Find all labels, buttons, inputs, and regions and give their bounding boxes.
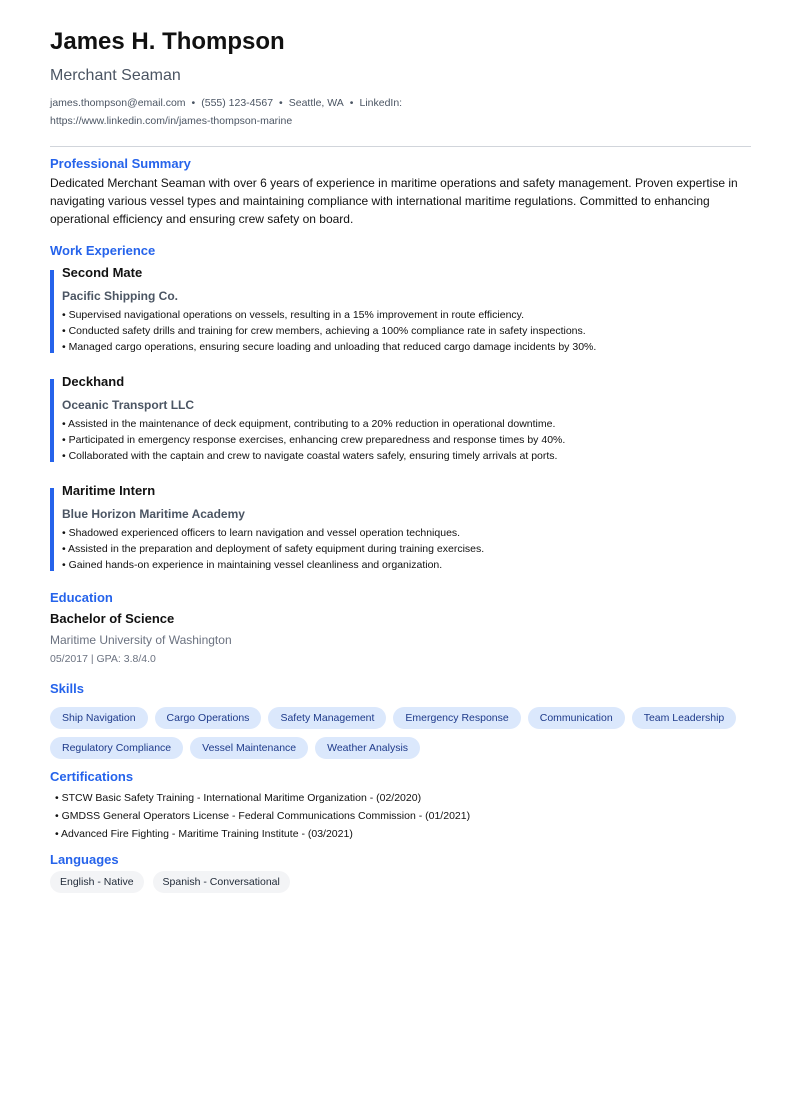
job-role: Deckhand: [62, 374, 125, 389]
summary-section: [50, 155, 751, 228]
job-bullet: • Shadowed experienced officers to learn navigation and vessel operation techniques.: [62, 527, 461, 539]
job-bullet: • Gained hands-on experience in maintaining vessel cleanliness and organization.: [62, 559, 443, 571]
language-chip: English - Native: [50, 871, 144, 893]
languages-section: [50, 851, 751, 893]
certifications-title: Certifications: [50, 769, 134, 784]
contact-phone: (555) 123-4567: [201, 97, 274, 109]
certifications-list: [50, 789, 751, 843]
certification-item: • STCW Basic Safety Training - International Maritime Organization - (02/2020): [55, 792, 422, 804]
job-bullet: • Managed cargo operations, ensuring secure loading and unloading that reduced cargo damage incidents by 30%.: [62, 341, 597, 353]
candidate-title: Merchant Seaman: [50, 67, 181, 84]
skill-chip: Safety Management: [268, 707, 386, 729]
skill-chip: Regulatory Compliance: [50, 737, 183, 759]
skill-chip: Cargo Operations: [155, 707, 262, 729]
summary-text: Dedicated Merchant Seaman with over 6 years of experience in maritime operations and safety management. Proven expertise in navigating various vessel types and maintaining compliance with international maritime regulations. Committed to enhancing operational efficiency and ensuring crew safety on board.: [50, 176, 738, 226]
job-role: Second Mate: [62, 265, 143, 280]
education-meta: 05/2017 | GPA: 3.8/4.0: [50, 653, 156, 665]
contact-location: Seattle, WA: [288, 97, 344, 109]
job-accent-bar: [50, 379, 54, 462]
certifications-section: [50, 768, 751, 843]
job-bullet: • Assisted in the maintenance of deck equipment, contributing to a 20% reduction in operational downtime.: [62, 418, 556, 430]
skills-section: [50, 680, 751, 759]
job-entry: [50, 482, 751, 573]
education-school: Maritime University of Washington: [50, 633, 232, 647]
job-bullet-list: [62, 525, 751, 573]
skill-chip: Weather Analysis: [315, 737, 420, 759]
experience-section: [50, 242, 751, 573]
job-entry: [50, 264, 751, 355]
education-title: Education: [50, 590, 113, 605]
skill-chip: Emergency Response: [393, 707, 520, 729]
job-company: Blue Horizon Maritime Academy: [62, 507, 245, 521]
header-divider: [50, 146, 751, 147]
job-bullet: • Supervised navigational operations on vessels, resulting in a 15% improvement in route efficiency.: [62, 309, 525, 321]
summary-title: Professional Summary: [50, 156, 191, 171]
contact-linkedin-label: LinkedIn:: [359, 97, 403, 109]
contact-separator: •: [279, 97, 283, 109]
job-bullet: • Collaborated with the captain and crew to navigate coastal waters safely, ensuring timely arrivals at ports.: [62, 450, 558, 462]
skill-chip: Vessel Maintenance: [190, 737, 308, 759]
job-bullet: • Assisted in the preparation and deployment of safety equipment during training exercises.: [62, 543, 485, 555]
job-bullet-list: [62, 307, 751, 355]
resume-header: [50, 28, 751, 130]
job-bullet: • Conducted safety drills and training for crew members, achieving a 100% compliance rate in safety inspections.: [62, 325, 586, 337]
job-role: Maritime Intern: [62, 483, 156, 498]
job-company: Oceanic Transport LLC: [62, 398, 195, 412]
experience-title: Work Experience: [50, 243, 156, 258]
skill-chip: Communication: [528, 707, 625, 729]
skills-title: Skills: [50, 681, 84, 696]
languages-list: [50, 871, 751, 893]
contact-email[interactable]: james.thompson@email.com: [50, 97, 186, 109]
contact-separator: •: [349, 97, 354, 109]
language-chip: Spanish - Conversational: [153, 871, 290, 893]
education-section: [50, 589, 751, 667]
job-company: Pacific Shipping Co.: [62, 289, 179, 303]
job-bullet-list: [62, 416, 751, 464]
job-bullet: • Participated in emergency response exercises, enhancing crew preparedness and response times by 40%.: [62, 434, 566, 446]
skill-chip: Ship Navigation: [50, 707, 148, 729]
education-degree: Bachelor of Science: [50, 611, 175, 626]
contact-separator: •: [191, 97, 196, 109]
certification-item: • Advanced Fire Fighting - Maritime Training Institute - (03/2021): [55, 828, 353, 840]
contact-info: [50, 94, 410, 130]
job-accent-bar: [50, 488, 54, 571]
languages-title: Languages: [50, 852, 119, 867]
skills-list: [50, 707, 751, 759]
skill-chip: Team Leadership: [632, 707, 737, 729]
contact-linkedin-url[interactable]: https://www.linkedin.com/in/james-thompson-marine: [50, 115, 293, 127]
job-entry: [50, 373, 751, 464]
job-accent-bar: [50, 270, 54, 353]
candidate-name: James H. Thompson: [50, 28, 285, 55]
certification-item: • GMDSS General Operators License - Federal Communications Commission - (01/2021): [55, 810, 471, 822]
